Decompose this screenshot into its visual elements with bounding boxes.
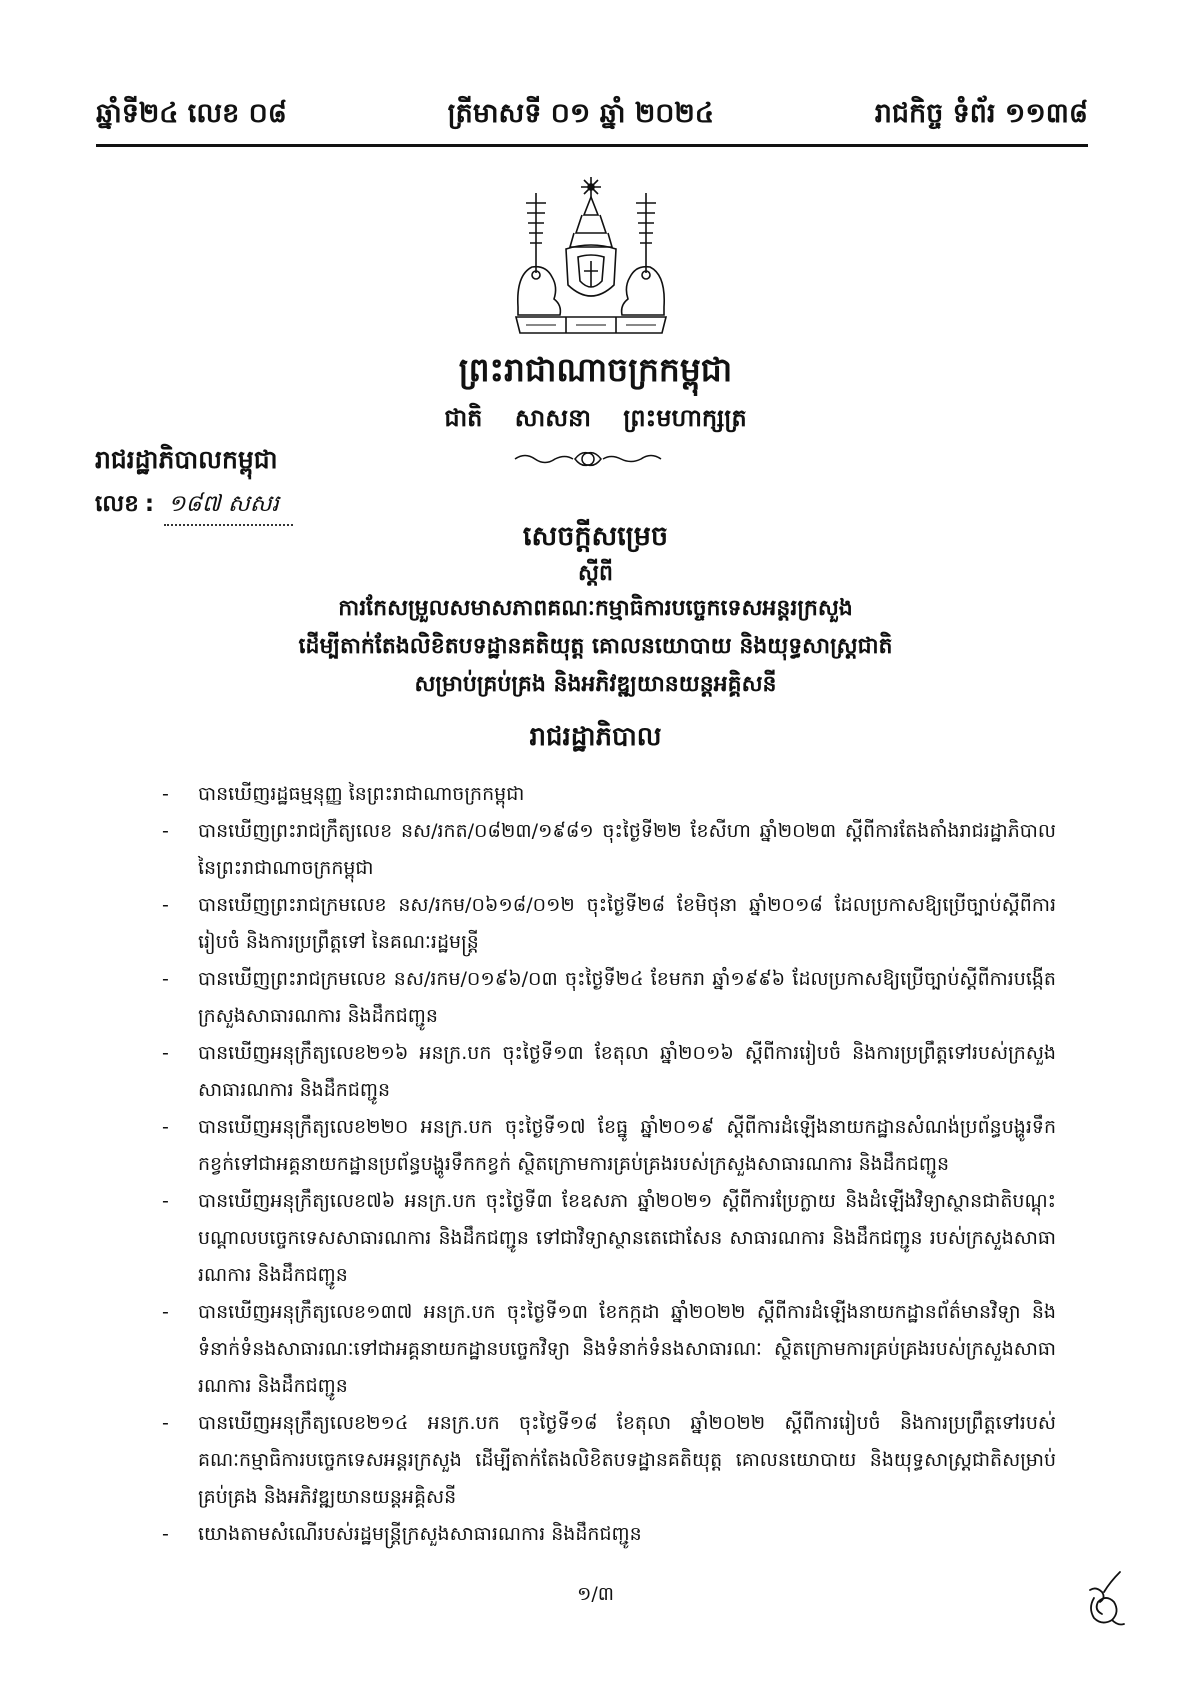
list-item-text: បានឃើញអនុក្រឹត្យលេខ២១៦ អនក្រ.បក ចុះថ្ងៃទី១៣ ខែតុលា ឆ្នាំ២០១៦ ស្តីពីការរៀបចំ និងការប្រព្រឹត្តទៅរបស់ក្រសួងសាធារណការ និងដឹកជញ្ជូន (198, 1042, 1056, 1101)
kingdom-name: ព្រះរាជាណាចក្រកម្ពុជា (458, 350, 733, 389)
list-item (162, 813, 1056, 887)
list-item (162, 1035, 1056, 1109)
list-item-text: បានឃើញព្រះរាជក្រឹត្យលេខ នស/រកត/០៨២៣/១៩៨១ ចុះថ្ងៃទី២២ ខែសីហា ឆ្នាំ២០២៣ ស្តីពីការតែងតាំងរាជរដ្ឋាភិបាល នៃព្រះរាជាណាចក្រកម្ពុជា (198, 820, 1056, 879)
issuer-heading: រាជរដ្ឋាភិបាល (529, 722, 662, 752)
list-item-text: បានឃើញព្រះរាជក្រមលេខ នស/រកម/០៦១៨/០១២ ចុះថ្ងៃទី២៨ ខែមិថុនា ឆ្នាំ២០១៨ ដែលប្រកាសឱ្យប្រើច្បាប់ស្តីពីការរៀបចំ និងការប្រព្រឹត្តទៅ នៃគណៈរដ្ឋមន្ត្រី (198, 894, 1056, 953)
decision-title (150, 517, 1041, 703)
list-item (162, 1516, 1056, 1553)
list-item-text: បានឃើញរដ្ឋធម្មនុញ្ញ នៃព្រះរាជាណាចក្រកម្ពុជា (198, 783, 525, 805)
header-divider (96, 144, 1088, 147)
document-number-value: ១៨៧ សសរ (164, 490, 293, 526)
document-number-separator: : (144, 491, 155, 517)
gazette-page-number: រាជកិច្ច ទំព័រ ១១៣៨ (874, 98, 1088, 129)
list-dash: - (162, 1301, 169, 1323)
royal-coat-of-arms-icon (496, 175, 686, 340)
title-about: ស្តីពី (578, 560, 613, 586)
document-number-label: លេខ (95, 490, 139, 517)
decorative-ornament-icon (513, 448, 663, 470)
page-number: ១/៣ (576, 1583, 615, 1605)
list-item (162, 1405, 1056, 1516)
considerations-list (162, 776, 1056, 1553)
list-dash: - (162, 1116, 169, 1138)
list-item (162, 1294, 1056, 1405)
list-dash: - (162, 783, 169, 805)
list-dash: - (162, 1523, 169, 1545)
volume-issue: ឆ្នាំទី២៤ លេខ ០៨ (96, 98, 287, 129)
title-subject-line: ដើម្បីតាក់តែងលិខិតបទដ្ឋានគតិយុត្ត គោលនយោបាយ និងយុទ្ធសាស្ត្រជាតិ (298, 633, 893, 659)
list-item-text: បានឃើញអនុក្រឹត្យលេខ៧៦ អនក្រ.បក ចុះថ្ងៃទី៣ ខែឧសភា ឆ្នាំ២០២១ ស្តីពីការប្រែក្លាយ និងដំឡើងវិទ្យាស្ថានជាតិបណ្តុះបណ្តាលបច្ចេកទេសសាធារណការ និងដឹកជញ្ជូន ទៅជាវិទ្យាស្ថានតេជោសែន សាធារណការ និងដឹកជញ្ជូន របស់ក្រសួងសាធារណការ និងដឹកជញ្ជូន (198, 1190, 1056, 1286)
list-dash: - (162, 968, 169, 990)
list-item-text: បានឃើញព្រះរាជក្រមលេខ នស/រកម/០១៩៦/០៣ ចុះថ្ងៃទី២៤ ខែមករា ឆ្នាំ១៩៩៦ ដែលប្រកាសឱ្យប្រើច្បាប់ស្តីពីការបង្កើតក្រសួងសាធារណការ និងដឹកជញ្ជូន (198, 968, 1056, 1027)
list-dash: - (162, 1190, 169, 1212)
list-item (162, 887, 1056, 961)
handwritten-initial-icon (1080, 1568, 1128, 1632)
gazette-date: ត្រីមាសទី ០១ ឆ្នាំ ២០២៤ (447, 98, 714, 129)
title-subject-line: សម្រាប់គ្រប់គ្រង និងអភិវឌ្ឍយានយន្តអគ្គិសនី (414, 671, 777, 697)
list-dash: - (162, 1412, 169, 1434)
list-item-text: យោងតាមសំណើរបស់រដ្ឋមន្ត្រីក្រសួងសាធារណការ និងដឹកជញ្ជូន (198, 1523, 642, 1545)
list-dash: - (162, 820, 169, 842)
gazette-header (96, 92, 1088, 136)
list-item (162, 961, 1056, 1035)
list-item-text: បានឃើញអនុក្រឹត្យលេខ២១៤ អនក្រ.បក ចុះថ្ងៃទី១៨ ខែតុលា ឆ្នាំ២០២២ ស្តីពីការរៀបចំ និងការប្រព្រឹត្តទៅរបស់គណៈកម្មាធិការបច្ចេកទេសអន្តរក្រសួង ដើម្បីតាក់តែងលិខិតបទដ្ឋានគតិយុត្ត គោលនយោបាយ និងយុទ្ធសាស្ត្រជាតិសម្រាប់គ្រប់គ្រង និងអភិវឌ្ឍយានយន្តអគ្គិសនី (198, 1412, 1056, 1508)
issuing-body-name: រាជរដ្ឋាភិបាលកម្ពុជា (95, 445, 278, 474)
list-item (162, 1183, 1056, 1294)
title-main: សេចក្តីសម្រេច (522, 521, 669, 552)
list-item-text: បានឃើញអនុក្រឹត្យលេខ២២០ អនក្រ.បក ចុះថ្ងៃទី១៧ ខែធ្នូ ឆ្នាំ២០១៩ ស្តីពីការដំឡើងនាយកដ្ឋានសំណង់ប្រព័ន្ធបង្ហូរទឹកកខ្វក់ទៅជាអគ្គនាយកដ្ឋានប្រព័ន្ធបង្ហូរទឹកកខ្វក់ ស្ថិតក្រោមការគ្រប់គ្រងរបស់ក្រសួងសាធារណការ និងដឹកជញ្ជូន (198, 1116, 1056, 1175)
list-item (162, 776, 1056, 813)
list-item-text: បានឃើញអនុក្រឹត្យលេខ១៣៧ អនក្រ.បក ចុះថ្ងៃទី១៣ ខែកក្កដា ឆ្នាំ២០២២ ស្តីពីការដំឡើងនាយកដ្ឋានព័ត៌មានវិទ្យា និងទំនាក់ទំនងសាធារណៈទៅជាអគ្គនាយកដ្ឋានបច្ចេកវិទ្យា និងទំនាក់ទំនងសាធារណៈ ស្ថិតក្រោមការគ្រប់គ្រងរបស់ក្រសួងសាធារណការ និងដឹកជញ្ជូន (198, 1301, 1056, 1397)
list-dash: - (162, 1042, 169, 1064)
title-subject-line: ការកែសម្រួលសមាសភាពគណៈកម្មាធិការបច្ចេកទេសអន្តរក្រសួង (338, 595, 853, 621)
list-item (162, 1109, 1056, 1183)
national-motto: ជាតិ សាសនា ព្រះមហាក្សត្រ (444, 404, 747, 432)
list-dash: - (162, 894, 169, 916)
